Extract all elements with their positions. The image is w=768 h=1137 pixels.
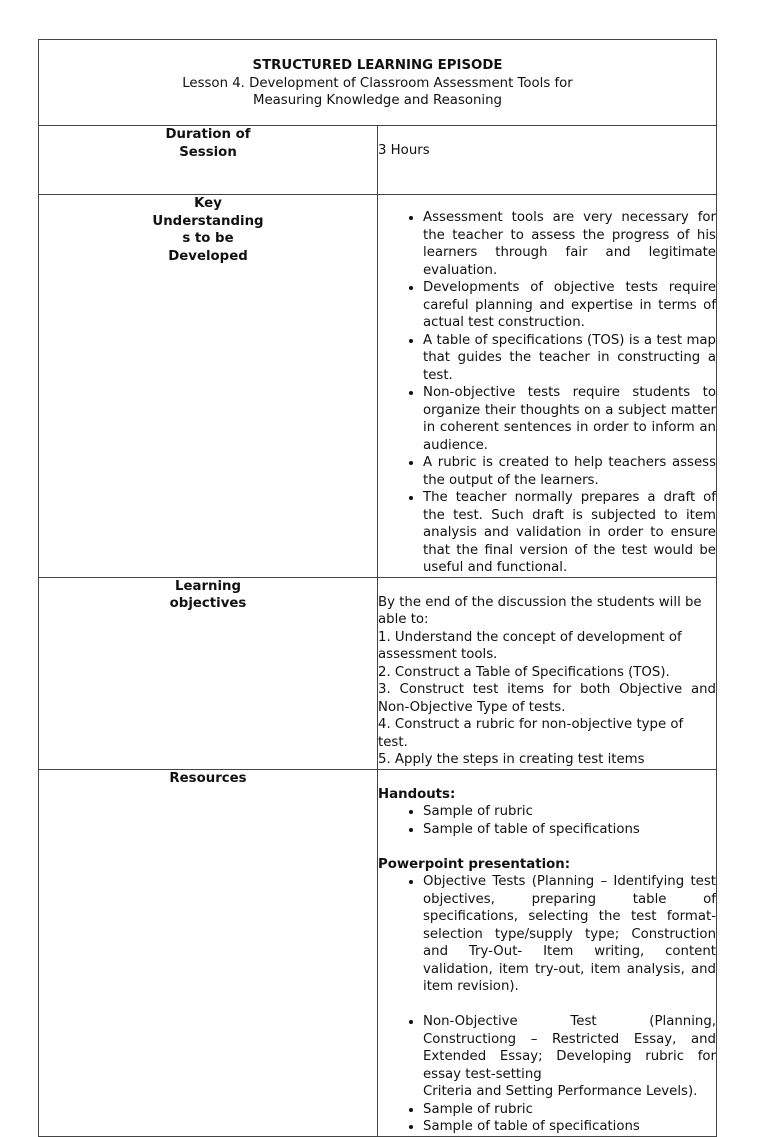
ppt-heading: Powerpoint presentation:: [378, 856, 571, 872]
header-cell: [39, 40, 717, 126]
objectives-label-line2: objectives: [169, 596, 247, 611]
ppt-list: [378, 873, 716, 996]
learning-objectives-cell: [378, 577, 717, 769]
duration-label: [39, 126, 378, 195]
objective-item: 2. Construct a Table of Specifications (TOS).: [378, 664, 670, 680]
objective-item: 1. Understand the concept of development of assessment tools.: [378, 629, 682, 662]
objective-item: 3. Construct test items for both Objective and Non-Objective Type of tests.: [378, 682, 716, 715]
list-item: • Sample of table of specifications: [423, 821, 716, 839]
ppt-item2-line1: Non-Objective Test (Planning, Constructiong – Restricted Essay, and Extended Essay; Developing rubric for essay test-setting: [423, 1014, 716, 1082]
learning-objectives-label: [39, 577, 378, 769]
list-item: • Sample of rubric: [423, 803, 716, 821]
learning-episode-table: [38, 39, 717, 1137]
list-item: • The teacher normally prepares a draft of the test. Such draft is subjected to item analysis and validation in order to ensure that the final version of the test would be useful and functional.: [423, 489, 716, 577]
key-understandings-cell: [378, 195, 717, 578]
duration-value-cell: [378, 126, 717, 195]
duration-label-line2: Session: [179, 144, 237, 160]
resources-label: Resources: [39, 769, 378, 1136]
handouts-heading: Handouts:: [378, 786, 456, 802]
duration-value: 3 Hours: [378, 143, 430, 158]
list-item: • A rubric is created to help teachers assess the output of the learners.: [423, 454, 716, 489]
lesson-subtitle-line2: Measuring Knowledge and Reasoning: [253, 93, 502, 108]
objectives-label-line1: Learning: [174, 578, 242, 594]
ppt-list-continued: [378, 1013, 716, 1136]
key-label-line1: Key: [194, 196, 222, 211]
list-item: • Objective Tests (Planning – Identifying test objectives, preparing table of specifications, selecting the test format-selection type/supply type; Construction and Try-Out- Item writing, content validation, item try-out, item analysis, and item revision).: [423, 873, 716, 996]
list-item: • Sample of table of specifications: [423, 1118, 716, 1136]
key-label-line2: Understanding: [152, 213, 264, 229]
list-item: • Assessment tools are very necessary for the teacher to assess the progress of his learners through fair and legitimate evaluation.: [423, 209, 716, 279]
lesson-subtitle-line1: Lesson 4. Development of Classroom Assessment Tools for: [182, 75, 573, 91]
key-understandings-list: [378, 209, 716, 577]
document-title: STRUCTURED LEARNING EPISODE: [252, 58, 503, 73]
key-understandings-label: [39, 195, 378, 578]
list-item: • Developments of objective tests require careful planning and expertise in terms of actual test construction.: [423, 279, 716, 332]
objectives-intro: By the end of the discussion the students will be able to:: [378, 594, 702, 627]
list-item: • Non-objective tests require students to organize their thoughts on a subject matter in coherent sentences in order to inform an audience.: [423, 384, 716, 454]
key-label-line4: Developed: [168, 248, 248, 264]
list-item: • Sample of rubric: [423, 1101, 716, 1119]
objective-item: 4. Construct a rubric for non-objective type of test.: [378, 717, 684, 750]
objective-item: 5. Apply the steps in creating test items: [378, 752, 645, 767]
list-item: • A table of specifications (TOS) is a test map that guides the teacher in constructing a test.: [423, 332, 716, 385]
key-label-line3: s to be: [182, 231, 234, 246]
list-item: [423, 1013, 716, 1101]
handouts-list: [378, 803, 716, 838]
resources-cell: [378, 769, 717, 1136]
ppt-item2-line2: Criteria and Setting Performance Levels).: [423, 1084, 698, 1099]
duration-label-line1: Duration of: [165, 127, 251, 142]
